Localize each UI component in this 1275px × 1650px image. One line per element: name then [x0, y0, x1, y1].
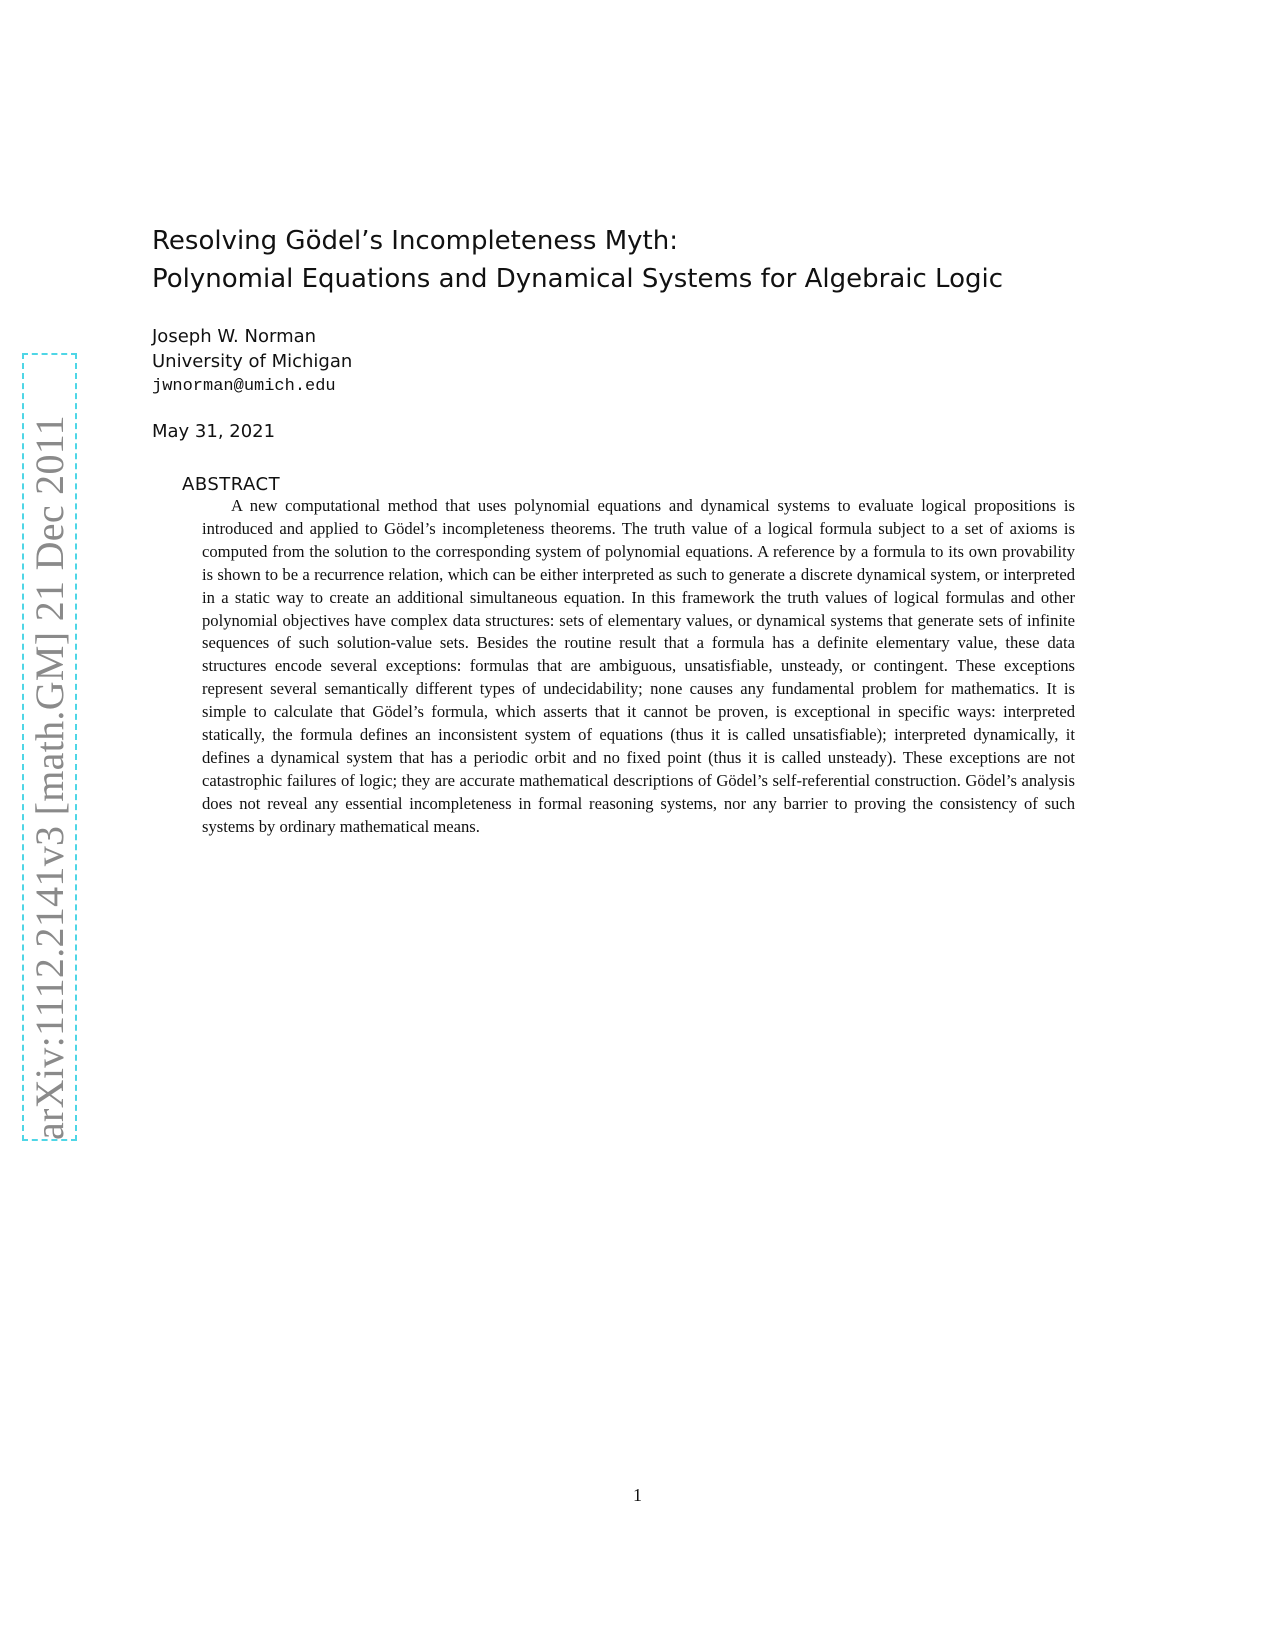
abstract-text: A new computational method that uses polynomial equations and dynamical systems to evaluate logical propositions is introduced and applied to Gödel’s incompleteness theorems. The truth value of a logical formula subject to a set of axioms is computed from the solution to the corresponding system of polynomial equations. A reference by a formula to its own provability is shown to be a recurrence relation, which can be either interpreted as such to generate a discrete dynamical system, or interpreted in a static way to create an additional simultaneous equation. In this framework the truth values of logical formulas and other polynomial objectives have complex data structures: sets of elementary values, or dynamical systems that generate sets of infinite sequences of such solution-value sets. Besides the routine result that a formula has a definite elementary value, these data structures encode several exceptions: formulas that are ambiguous, unsatisfiable, unsteady, or contingent. These exceptions represent several semantically different types of undecidability; none causes any fundamental problem for mathematics. It is simple to calculate that Gödel’s formula, which asserts that it cannot be proven, is exceptional in specific ways: interpreted statically, the formula defines an inconsistent system of equations (thus it is called unsatisfiable); interpreted dynamically, it defines a dynamical system that has a periodic orbit and no fixed point (thus it is called unsteady). These exceptions are not catastrophic failures of logic; they are accurate mathematical descriptions of Gödel’s self-referential construction. Gödel’s analysis does not reveal any essential incompleteness in formal reasoning systems, nor any barrier to proving the consistency of such systems by ordinary mathematical means.: [202, 496, 1075, 836]
arxiv-identifier-stamp: arXiv:1112.2141v3 [math.GM] 21 Dec 2011: [27, 415, 72, 1140]
author-affiliation: University of Michigan: [152, 351, 353, 372]
author-email: jwnorman@umich.edu: [152, 377, 336, 396]
title-line-2: Polynomial Equations and Dynamical Systems for Algebraic Logic: [152, 264, 1004, 294]
paper-title: [152, 222, 1152, 298]
author-name: Joseph W. Norman: [152, 326, 317, 347]
abstract-heading: ABSTRACT: [182, 474, 281, 495]
title-line-1: Resolving Gödel’s Incompleteness Myth:: [152, 226, 678, 256]
paper-date: May 31, 2021: [152, 421, 276, 442]
author-block: [152, 324, 352, 399]
page-number: 1: [633, 1485, 642, 1505]
